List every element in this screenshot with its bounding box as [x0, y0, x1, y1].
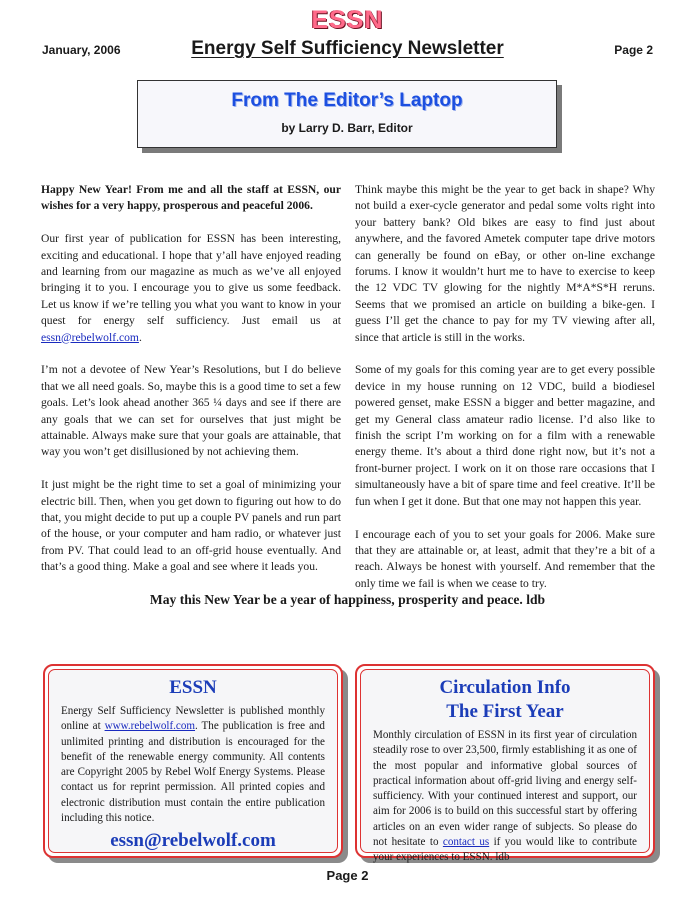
issue-date: January, 2006 — [42, 43, 121, 57]
editor-section-title: From The Editor’s Laptop — [231, 90, 463, 111]
circulation-box-title-line2: The First Year — [446, 701, 564, 722]
article-text: . — [138, 330, 142, 344]
article-paragraph: It just might be the right time to set a goal of minimizing your electric bill. Then, when you get down to figuring out how to do that, you might decide to put up a couple PV panels and run part of the house, or your computer and ham radio, or whatever just from PV. That could lead to an off-grid house eventually. And that’s a good thing. Make a goal and see where it leads you. — [41, 478, 341, 574]
article-paragraph: Happy New Year! From me and all the staff at ESSN, our wishes for a very happy, prosperous and peaceful 2006. — [41, 183, 341, 213]
website-link[interactable]: www.rebelwolf.com — [104, 720, 196, 733]
essn-logo: ESSN — [311, 6, 384, 34]
article-left-column — [41, 182, 341, 592]
circulation-box-title-line1: Circulation Info — [439, 677, 571, 698]
closing-line: May this New Year be a year of happiness, prosperity and peace. ldb — [149, 592, 546, 607]
article-right-column — [355, 182, 655, 609]
essn-box-text — [61, 704, 325, 826]
circulation-info-box-inner — [360, 669, 650, 864]
circulation-text-part: Monthly circulation of ESSN in its first year of circulation steadily rose to over 23,500, firmly establishing it as one of the most popular and informative global sources of practical information about off-grid living and energy self-sufficiency. With your continued interest and support, our aim for 2006 is to build on this successful start by offering articles on an even wider range of subjects. So please do not hesitate to — [373, 729, 637, 849]
article-paragraph: I encourage each of you to set your goals for 2006. Make sure that they are attainable or, at least, admit that they’re a bit of a reach. Always be honest with yourself. And remember that the only time we fail is when we cease to try. — [355, 527, 655, 590]
contact-us-link[interactable]: contact us — [442, 836, 490, 849]
article-paragraph: I’m not a devotee of New Year’s Resolutions, but I do believe that we all need goals. So, maybe this is a good time to set a few goals. Let’s look ahead another 365 ¼ days and see if there are any goals that we can set for ourselves that just might be attainable. Always make sure that your goals are attainable, that way you won’t get disillusioned by not achieving them. — [41, 363, 341, 459]
article-paragraph: Some of my goals for this coming year are to get every possible device in my house running on 12 VDC, build a biodiesel powered genset, make ESSN a bigger and better magazine, and get my General class amateur radio license. I’d also like to finish the script I’m working on for a film with a renewable energy theme. It’s about a third done right now, but it’s not a front-burner project. I work on it on those rare occasions that I simultaneously have a bit of spare time and feel creative. It’ll be fun when I get it done. But that one may not happen this year. — [355, 363, 655, 508]
newsletter-title: Energy Self Sufficiency Newsletter — [191, 38, 504, 59]
article-paragraph — [41, 231, 341, 346]
email-link[interactable]: essn@rebelwolf.com — [41, 330, 139, 344]
essn-box-text-part: Energy Self Sufficiency Newsletter is published monthly online at — [61, 705, 325, 733]
essn-box-title: ESSN — [169, 677, 217, 698]
footer-page-number: Page 2 — [326, 868, 369, 883]
essn-box-text-part: . The publication is free and unlimited printing and distribution is encouraged for the benefit of the renewable energy community. All contents are Copyright 2005 by Rebel Wolf Energy Systems. Please contact us for reprint permission. All printed copies and electronic distribution must contain the entire publication including this notice. — [61, 720, 325, 825]
article-paragraph: Think maybe this might be the year to get back in shape? Why not build a exer-cycle generator and pedal some volts right into your battery bank? Old bikes are easy to find just about anywhere, and the favored Ametek computer tape drive motors can generally be found on eBay, or other on-line exchange forums. I know it wouldn’t hurt me to have to exercise to keep the 12 VDC TV glowing for the nightly M*A*S*H reruns. Seems that we promised an article on building a bike-gen. I guess I’ll get the chance to pay for my TV viewing after all, since that article is still in the works. — [355, 183, 655, 344]
essn-info-box-inner — [48, 669, 338, 853]
editor-byline: by Larry D. Barr, Editor — [281, 121, 413, 135]
article-text: Our first year of publication for ESSN has been interesting, exciting and educational. I hope that y’all have enjoyed reading and learning from our magazine as much as we’ve all enjoyed bringing it to you. I encourage you to give us some feedback. Let us know if we’re telling you what you want to know in your quest for energy self sufficiency. Just email us at — [41, 232, 341, 328]
circulation-info-box — [355, 664, 655, 864]
header-page-number: Page 2 — [614, 43, 653, 57]
editor-section-box — [137, 80, 557, 148]
circulation-box-text — [373, 728, 637, 866]
essn-box-email[interactable]: essn@rebelwolf.com — [110, 830, 276, 852]
essn-info-box — [43, 664, 343, 858]
circulation-text-part: if you would like to contribute your experiences to ESSN. ldb — [373, 836, 637, 864]
